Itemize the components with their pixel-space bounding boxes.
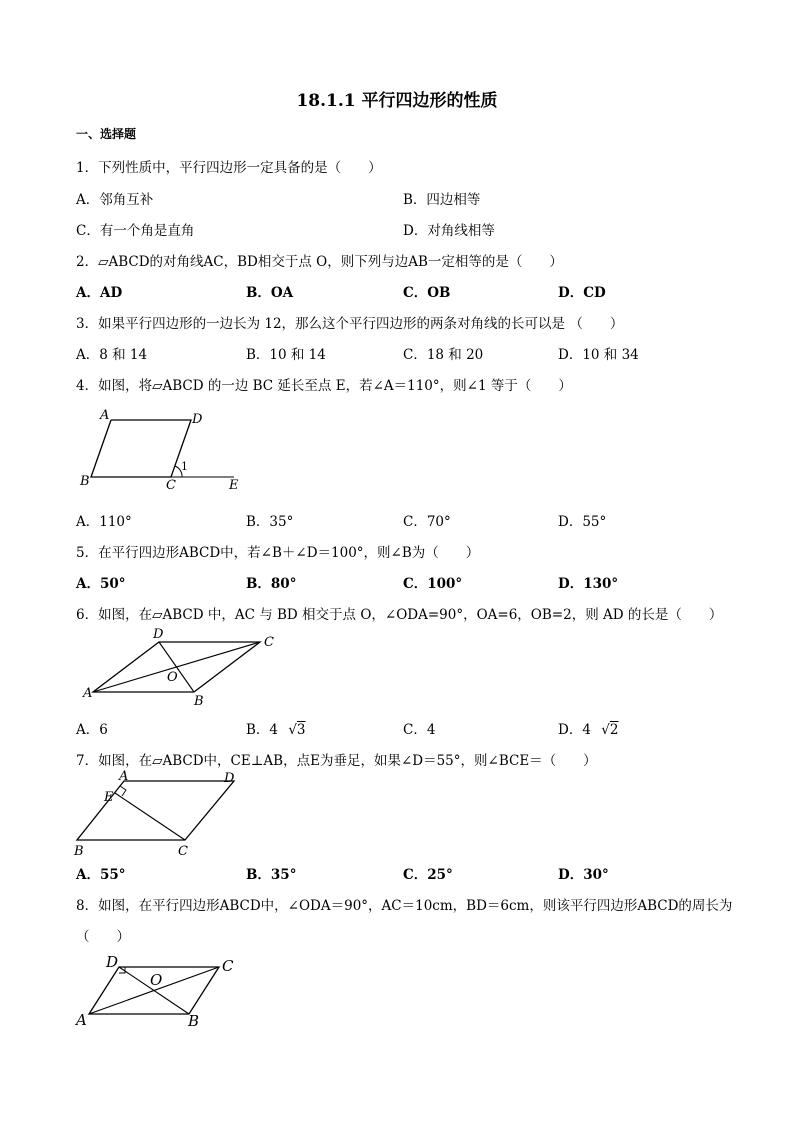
q3-option-a: A．8 和 14 [76,347,148,363]
q1-option-d: D．对角线相等 [403,223,495,239]
q6-option-a: A．6 [76,722,108,738]
q8-label-c: C [222,957,234,975]
q7-label-e: E [104,790,114,805]
q1-option-b: B．四边相等 [403,192,481,208]
q5-option-d: D．130° [558,576,619,592]
q6-option-d-radicand: 2 [609,722,619,738]
q5-option-b: B．80° [246,576,297,592]
q2-option-a: A．AD [76,285,123,301]
q7-label-a: A [119,769,129,784]
q6-option-c: C．4 [403,722,436,738]
q4-label-d: D [192,412,203,427]
q6-label-o: O [167,670,178,685]
q6-label-a: A [83,686,93,701]
q6-label-c: C [264,635,274,650]
q8-stem: 8．如图，在平行四边形ABCD中，∠ODA＝90°，AC＝10cm，BD＝6cm，则该平行四边形ABCD的周长为 [76,898,733,914]
q6-option-d-text: D．4 [558,722,591,738]
q8-label-a: A [76,1011,87,1029]
q6-parallelogram-figure [80,625,290,710]
q7-stem: 7．如图，在▱ABCD中，CE⊥AB，点E为垂足，如果∠D＝55°，则∠BCE＝（ ） [76,753,597,769]
q2-option-b: B．OA [246,285,294,301]
q4-stem: 4．如图，将▱ABCD 的一边 BC 延长至点 E，若∠A＝110°，则∠1 等于（ ） [76,378,572,394]
q8-label-d: D [106,953,119,971]
q7-parallelogram-figure [74,768,249,860]
q4-parallelogram-figure [76,405,256,497]
q4-label-a: A [100,408,110,423]
q7-option-a: A．55° [76,867,126,883]
q6-option-d-sqrt-icon: √2 [601,722,619,738]
q5-stem: 5．在平行四边形ABCD中，若∠B＋∠D＝100°，则∠B为（ ） [76,545,480,561]
q4-option-b: B．35° [246,514,294,530]
q5-option-a: A．50° [76,576,126,592]
q2-option-c: C．OB [403,285,451,301]
q7-label-b: B [74,844,84,859]
q6-option-b-text: B．4 [246,722,279,738]
q4-option-c: C．70° [403,514,451,530]
q4-label-e: E [229,478,239,493]
q7-option-d: D．30° [558,867,609,883]
q4-label-angle1: 1 [181,460,188,473]
q6-option-d [558,718,618,738]
q4-label-b: B [80,474,90,489]
q2-stem: 2．▱ABCD的对角线AC，BD相交于点 O，则下列与边AB一定相等的是（ ） [76,254,563,270]
q6-label-b: B [194,694,204,709]
q4-option-a: A．110° [76,514,132,530]
q7-label-c: C [178,844,188,859]
q5-option-c: C．100° [403,576,463,592]
q2-option-d: D．CD [558,285,606,301]
q6-option-b [246,718,306,738]
q1-option-c: C．有一个角是直角 [76,223,195,239]
q8-label-b: B [188,1012,200,1030]
q7-option-c: C．25° [403,867,453,883]
q1-option-a: A．邻角互补 [76,192,154,208]
q6-option-b-radicand: 3 [296,722,306,738]
q4-option-d: D．55° [558,514,607,530]
q6-stem: 6．如图，在▱ABCD 中，AC 与 BD 相交于点 O，∠ODA=90°，OA=6，OB=2，则 AD 的长是（ ） [76,607,723,623]
q1-stem: 1．下列性质中，平行四边形一定具备的是（ ） [76,160,382,176]
q8-label-o: O [150,971,163,989]
section-heading: 一、选择题 [76,127,137,141]
q3-stem: 3．如果平行四边形的一边长为 12，那么这个平行四边形的两条对角线的长可以是 （ ） [76,316,624,332]
q7-option-b: B．35° [246,867,297,883]
q3-option-d: D．10 和 34 [558,347,639,363]
q8-stem-continued: （ ） [76,929,130,945]
q6-label-d: D [153,627,164,642]
q8-parallelogram-figure [74,951,249,1031]
page-title: 18.1.1 平行四边形的性质 [296,91,498,111]
q3-option-c: C．18 和 20 [403,347,484,363]
q7-label-d: D [224,771,235,786]
q3-option-b: B．10 和 14 [246,347,326,363]
q6-option-b-sqrt-icon: √3 [288,722,306,738]
q4-label-c: C [166,478,176,493]
